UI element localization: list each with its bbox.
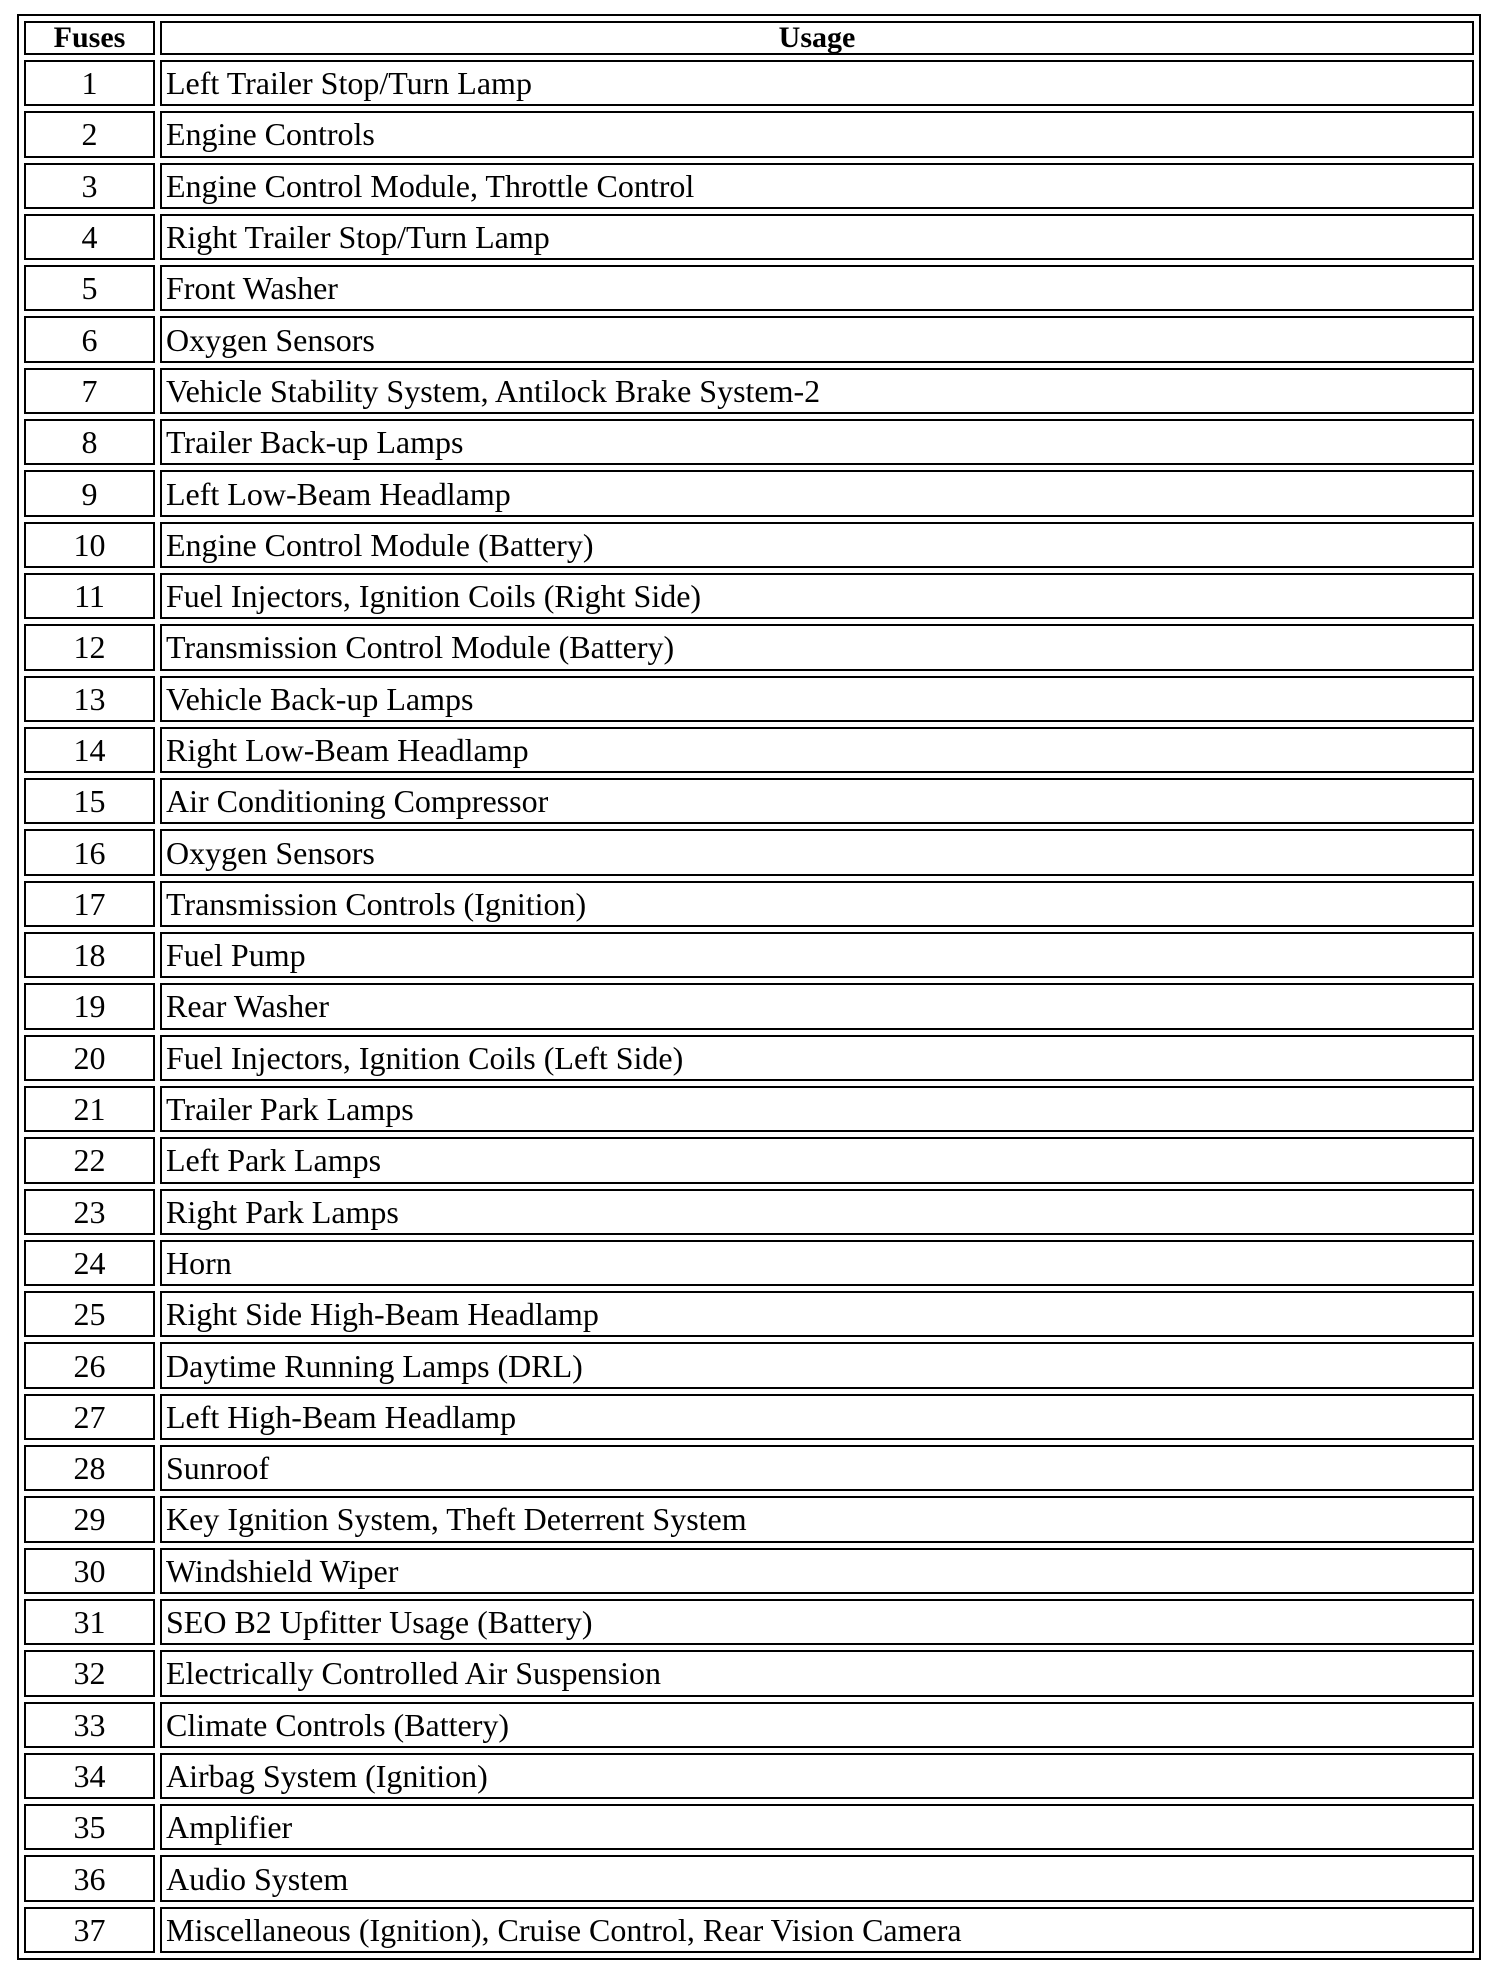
fuse-usage-cell: Miscellaneous (Ignition), Cruise Control, Rear Vision Camera [160,1907,1474,1953]
table-row [24,1702,1474,1748]
fuse-number-cell: 4 [24,214,155,260]
table-row [24,1855,1474,1901]
table-row [24,214,1474,260]
fuse-usage-cell: Engine Control Module, Throttle Control [160,163,1474,209]
fuse-number-cell: 1 [24,60,155,106]
table-row [24,1496,1474,1542]
fuse-usage-cell: SEO B2 Upfitter Usage (Battery) [160,1599,1474,1645]
table-row [24,1291,1474,1337]
table-row [24,265,1474,311]
fuse-usage-cell: Left High-Beam Headlamp [160,1394,1474,1440]
fuse-number-cell: 24 [24,1240,155,1286]
table-row [24,1137,1474,1183]
table-row [24,573,1474,619]
fuse-number-cell: 3 [24,163,155,209]
fuse-usage-cell: Right Park Lamps [160,1189,1474,1235]
fuse-usage-cell: Trailer Back-up Lamps [160,419,1474,465]
table-row [24,624,1474,670]
fuse-usage-cell: Audio System [160,1855,1474,1901]
fuse-usage-table [17,14,1481,1960]
fuse-number-cell: 36 [24,1855,155,1901]
table-row [24,60,1474,106]
fuse-usage-cell: Air Conditioning Compressor [160,778,1474,824]
fuse-number-cell: 23 [24,1189,155,1235]
fuse-number-cell: 18 [24,932,155,978]
fuse-usage-cell: Climate Controls (Battery) [160,1702,1474,1748]
fuse-usage-cell: Fuel Injectors, Ignition Coils (Right Side) [160,573,1474,619]
fuse-number-cell: 37 [24,1907,155,1953]
fuse-usage-cell: Left Park Lamps [160,1137,1474,1183]
fuse-number-cell: 7 [24,368,155,414]
fuse-usage-cell: Left Trailer Stop/Turn Lamp [160,60,1474,106]
fuse-usage-cell: Engine Controls [160,111,1474,157]
fuse-usage-cell: Rear Washer [160,983,1474,1029]
table-body [24,60,1474,1953]
header-row [24,21,1474,55]
fuse-usage-cell: Left Low-Beam Headlamp [160,470,1474,516]
table-row [24,1548,1474,1594]
table-row [24,727,1474,773]
table-row [24,1086,1474,1132]
table-row [24,778,1474,824]
table-row [24,676,1474,722]
table-row [24,1394,1474,1440]
fuse-number-cell: 29 [24,1496,155,1542]
fuse-usage-cell: Oxygen Sensors [160,316,1474,362]
fuse-number-cell: 28 [24,1445,155,1491]
table-row [24,1907,1474,1953]
fuse-usage-cell: Front Washer [160,265,1474,311]
fuse-number-cell: 30 [24,1548,155,1594]
table-row [24,522,1474,568]
fuse-number-cell: 25 [24,1291,155,1337]
fuse-usage-cell: Key Ignition System, Theft Deterrent System [160,1496,1474,1542]
fuse-number-cell: 27 [24,1394,155,1440]
table-row [24,1035,1474,1081]
fuse-number-cell: 13 [24,676,155,722]
table-row [24,829,1474,875]
fuse-number-cell: 16 [24,829,155,875]
fuse-number-cell: 35 [24,1804,155,1850]
fuse-table-container [17,14,1481,1960]
fuse-usage-cell: Amplifier [160,1804,1474,1850]
table-row [24,316,1474,362]
fuse-usage-cell: Daytime Running Lamps (DRL) [160,1342,1474,1388]
fuse-usage-cell: Windshield Wiper [160,1548,1474,1594]
table-row [24,419,1474,465]
fuse-number-cell: 8 [24,419,155,465]
fuse-usage-cell: Airbag System (Ignition) [160,1753,1474,1799]
fuse-number-cell: 34 [24,1753,155,1799]
table-row [24,163,1474,209]
column-header-usage: Usage [160,21,1474,55]
table-row [24,1342,1474,1388]
fuse-number-cell: 9 [24,470,155,516]
fuse-usage-cell: Horn [160,1240,1474,1286]
fuse-number-cell: 15 [24,778,155,824]
column-header-fuses: Fuses [24,21,155,55]
table-row [24,881,1474,927]
fuse-number-cell: 20 [24,1035,155,1081]
fuse-number-cell: 2 [24,111,155,157]
fuse-usage-cell: Oxygen Sensors [160,829,1474,875]
fuse-number-cell: 17 [24,881,155,927]
table-row [24,470,1474,516]
table-row [24,983,1474,1029]
fuse-usage-cell: Fuel Injectors, Ignition Coils (Left Side) [160,1035,1474,1081]
fuse-usage-cell: Right Low-Beam Headlamp [160,727,1474,773]
fuse-number-cell: 26 [24,1342,155,1388]
fuse-usage-cell: Right Side High-Beam Headlamp [160,1291,1474,1337]
fuse-usage-cell: Trailer Park Lamps [160,1086,1474,1132]
table-row [24,368,1474,414]
fuse-number-cell: 31 [24,1599,155,1645]
fuse-usage-cell: Transmission Controls (Ignition) [160,881,1474,927]
fuse-number-cell: 14 [24,727,155,773]
fuse-number-cell: 21 [24,1086,155,1132]
fuse-number-cell: 12 [24,624,155,670]
fuse-usage-cell: Vehicle Stability System, Antilock Brake System-2 [160,368,1474,414]
fuse-usage-cell: Sunroof [160,1445,1474,1491]
fuse-number-cell: 11 [24,573,155,619]
fuse-number-cell: 19 [24,983,155,1029]
fuse-usage-cell: Engine Control Module (Battery) [160,522,1474,568]
fuse-usage-cell: Fuel Pump [160,932,1474,978]
table-row [24,932,1474,978]
fuse-number-cell: 32 [24,1650,155,1696]
fuse-number-cell: 33 [24,1702,155,1748]
fuse-number-cell: 10 [24,522,155,568]
fuse-usage-cell: Transmission Control Module (Battery) [160,624,1474,670]
fuse-usage-cell: Vehicle Back-up Lamps [160,676,1474,722]
fuse-usage-cell: Electrically Controlled Air Suspension [160,1650,1474,1696]
fuse-number-cell: 5 [24,265,155,311]
fuse-number-cell: 6 [24,316,155,362]
table-row [24,111,1474,157]
table-row [24,1753,1474,1799]
table-row [24,1599,1474,1645]
table-row [24,1445,1474,1491]
table-row [24,1240,1474,1286]
table-row [24,1804,1474,1850]
fuse-number-cell: 22 [24,1137,155,1183]
fuse-usage-cell: Right Trailer Stop/Turn Lamp [160,214,1474,260]
table-row [24,1189,1474,1235]
table-row [24,1650,1474,1696]
